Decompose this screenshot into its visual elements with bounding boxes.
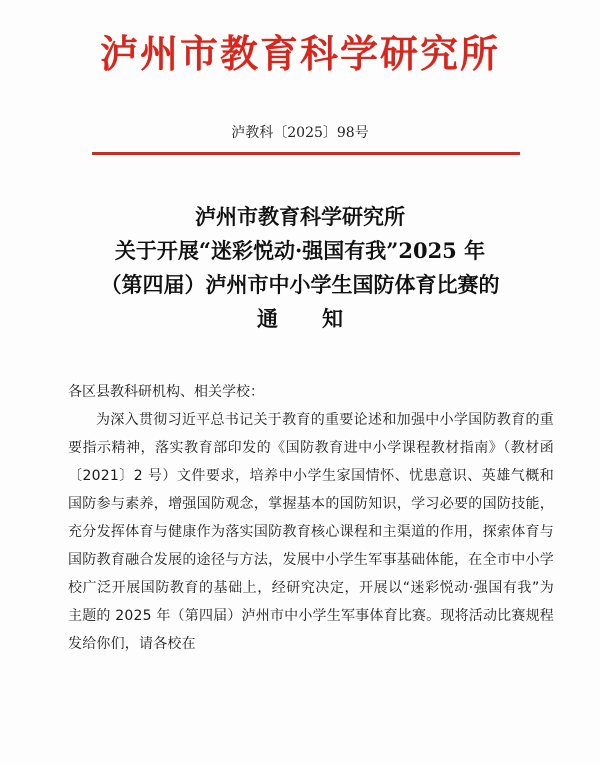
letterhead-title: 泸州市教育科学研究所 xyxy=(99,31,500,76)
red-divider-line xyxy=(92,152,520,155)
body-paragraph: 为深入贯彻习近平总书记关于教育的重要论述和加强中小学国防教育的重要指示精神，落实教育部印发的《国防教育进中小学课程教材指南》（教材函〔2021〕2 号）文件要求，培养中小学生家国情怀、忧患意识、英雄气概和国防参与素养，增强国防观念，掌握基本的国防知识，学习必要的国防技能，充分发挥体育与健康作为落实国防教育核心课程和主渠道的作用，探索体育与国防教育融合发展的途径与方法，发展中小学生军事基础体能，在全市中小学校广泛开展国防教育的基础上，经研究决定，开展以“迷彩悦动·强国有我”为主题的 2025 年（第四届）泸州市中小学生军事体育比赛。现将活动比赛规程发给你们，请各校在 xyxy=(68,412,554,652)
notice-body xyxy=(68,378,554,658)
title-line-4: 通知 xyxy=(257,306,387,331)
title-line-1: 泸州市教育科学研究所 xyxy=(195,204,405,229)
title-line-2: 关于开展“迷彩悦动·强国有我”2025 年 xyxy=(114,238,486,263)
salutation: 各区县教科研机构、相关学校： xyxy=(68,384,264,400)
document-number: 泸教科〔2025〕98号 xyxy=(231,125,369,141)
title-line-3: （第四届）泸州市中小学生国防体育比赛的 xyxy=(100,272,500,297)
notice-title xyxy=(0,200,600,336)
